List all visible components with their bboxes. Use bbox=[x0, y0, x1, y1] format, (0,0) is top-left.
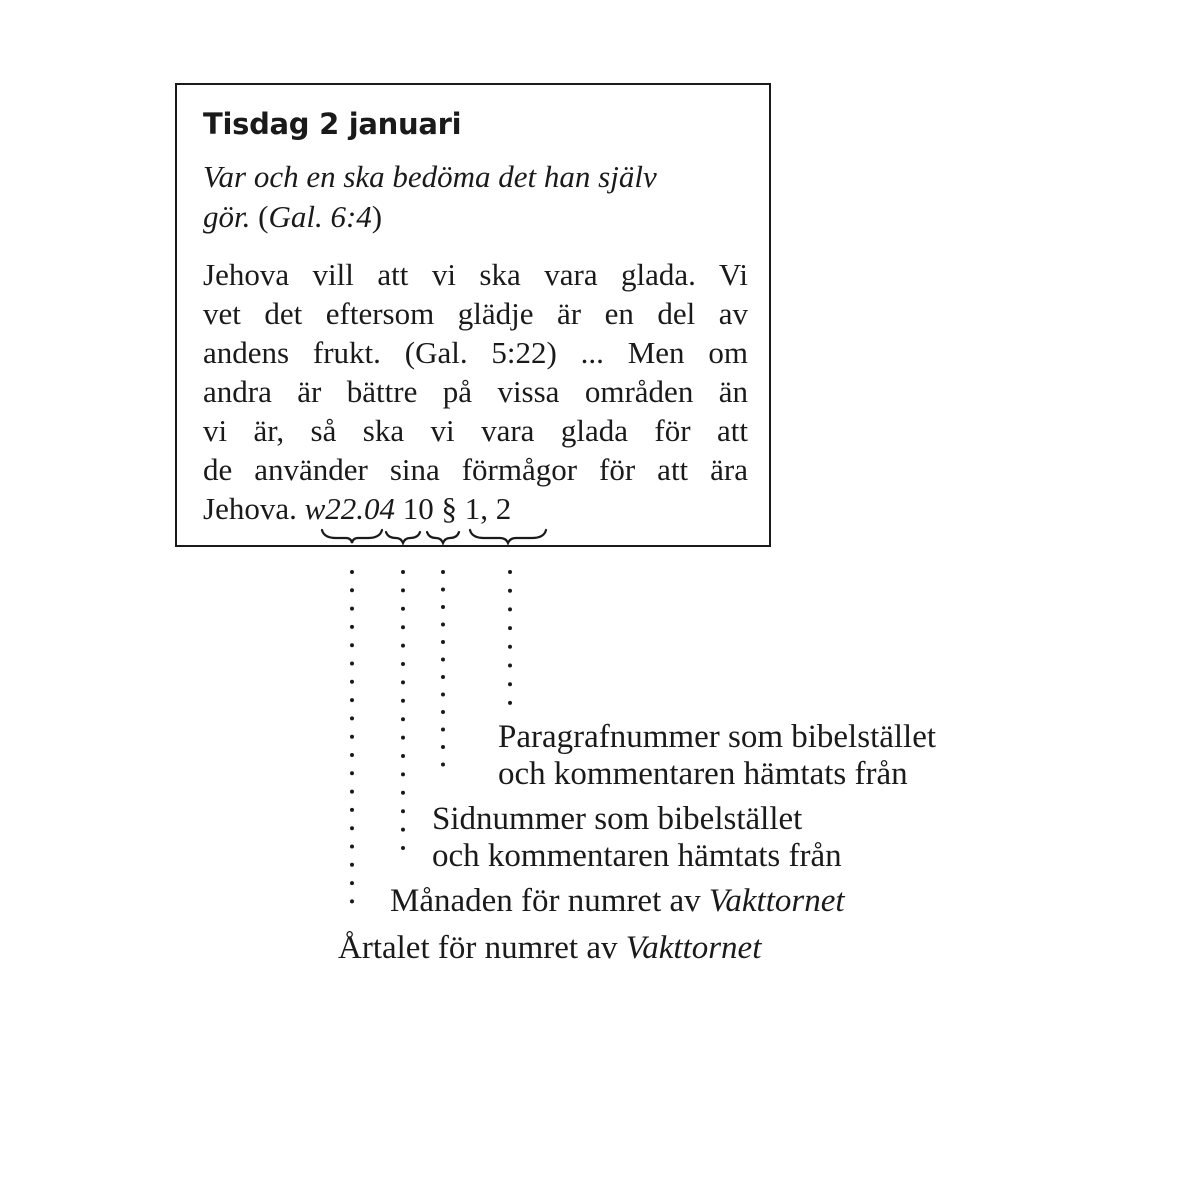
last-line-prefix: Jehova. bbox=[203, 491, 305, 526]
label-month bbox=[390, 883, 845, 920]
label-month-magazine: Vakttornet bbox=[708, 883, 845, 919]
verse-paren-close: ) bbox=[371, 199, 383, 234]
label-page bbox=[432, 801, 842, 875]
label-page-line2: och kommentaren hämtats från bbox=[432, 838, 842, 874]
label-month-prefix: Månaden för numret av bbox=[390, 883, 709, 919]
label-page-line1: Sidnummer som bibelstället bbox=[432, 801, 803, 837]
comment-line: andra är bättre på vissa områden än bbox=[203, 374, 748, 409]
label-paragraph-line2: och kommentaren hämtats från bbox=[498, 756, 908, 792]
brace-month bbox=[386, 532, 420, 543]
ref-page: 10 bbox=[402, 491, 434, 526]
verse-line-1: Var och en ska bedöma det han själv bbox=[203, 159, 657, 194]
verse-reference: Gal. 6:4 bbox=[268, 199, 372, 234]
verse-paren-open: ( bbox=[258, 199, 269, 234]
ref-paragraph: § 1, 2 bbox=[441, 491, 512, 526]
comment-line: vi är, så ska vi vara glada för att bbox=[203, 413, 748, 448]
ref-month: .04 bbox=[356, 491, 396, 526]
ref-year: w22 bbox=[304, 491, 357, 526]
label-year bbox=[338, 930, 761, 967]
verse-line-2: gör. bbox=[203, 199, 259, 234]
brace-page bbox=[427, 532, 459, 543]
brace-paragraph bbox=[470, 530, 546, 543]
comment-line: vet det eftersom glädje är en del av bbox=[203, 296, 748, 331]
comment-line: andens frukt. (Gal. 5:22) ... Men om bbox=[203, 335, 748, 370]
label-paragraph-line1: Paragrafnummer som bibelstället bbox=[498, 719, 937, 755]
comment-line: Jehova vill att vi ska vara glada. Vi bbox=[203, 257, 748, 292]
label-year-magazine: Vakttornet bbox=[625, 930, 762, 966]
brace-year bbox=[322, 530, 382, 543]
card-title: Tisdag 2 januari bbox=[203, 107, 462, 141]
label-year-prefix: Årtalet för numret av bbox=[338, 930, 626, 966]
comment-line: de använder sina förmågor för att ära bbox=[203, 452, 748, 487]
label-paragraph bbox=[498, 719, 936, 793]
